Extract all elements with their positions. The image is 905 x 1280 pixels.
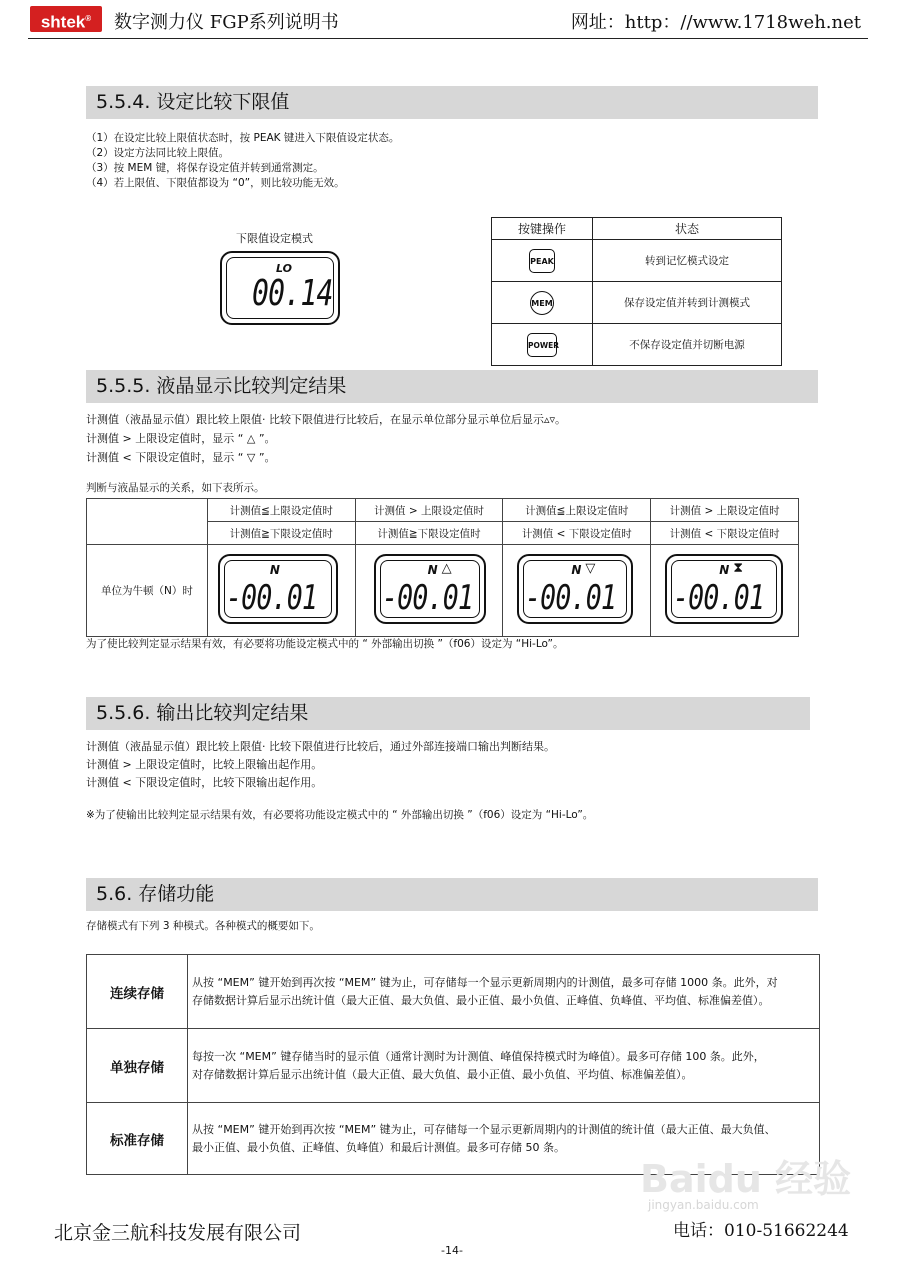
peak-key-icon[interactable]: PEAK (529, 249, 555, 273)
lcd-value: -00.01 (381, 578, 473, 618)
lcd-display-over-upper (374, 554, 486, 624)
col-1-line-1: 计测值≦上限设定值时 (207, 499, 355, 522)
lcd-unit: N (719, 563, 730, 577)
header-divider (28, 38, 868, 39)
brand-logo: shtek® (30, 6, 102, 32)
lcd-unit: N (427, 563, 438, 577)
lcd-display-lower-limit (220, 251, 340, 325)
lcd-value: -00.01 (525, 578, 617, 618)
lcd-unit: N (571, 563, 582, 577)
lcd-display-under-lower (517, 554, 633, 624)
corner-cell (87, 499, 208, 545)
col-3-line-2: 计测值 < 下限设定值时 (503, 522, 651, 545)
lcd-value: -00.01 (225, 578, 317, 618)
mode-name: 连续存储 (87, 955, 188, 1029)
baidu-watermark-url: jingyan.baidu.com (648, 1198, 759, 1212)
s554-line-3: （3）按 MEM 键，将保存设定值并转到通常测定。 (86, 162, 324, 174)
mode-description: 每按一次 “MEM” 键存储当时的显示值（通常计测时为计测值、峰值保持模式时为峰值）。最多可存储 100 条。此外， 对存储数据计算后显示出统计值（最大正值、最大负值、最小正值、最小负值、平均值、标准偏差值）。 (188, 1029, 820, 1103)
col-2-line-1: 计测值 > 上限设定值时 (355, 499, 503, 522)
s555-line-2: 计测值 > 上限设定值时，显示 “ △ ”。 (86, 432, 276, 445)
s554-line-4: （4）若上限值、下限值都设为 “0”，则比较功能无效。 (86, 177, 345, 189)
mode-description: 从按 “MEM” 键开始到再次按 “MEM” 键为止，可存储每一个显示更新周期内的计测值，最多可存储 1000 条。此外，对 存储数据计算后显示出统计值（最大正值、最大负值、最小正值、最小负值、正峰值、负峰值、平均值、标准偏差值）。 (188, 955, 820, 1029)
lcd-value: 00.14 (252, 273, 333, 314)
storage-mode-table (86, 954, 820, 1175)
state-cell: 不保存设定值并切断电源 (593, 324, 782, 366)
table-row (87, 955, 820, 1029)
s56-intro: 存储模式有下列 3 种模式。各种模式的概要如下。 (86, 920, 320, 932)
table-row (492, 324, 782, 366)
key-operation-table (491, 217, 782, 366)
col-key-header: 按键操作 (492, 218, 593, 240)
s556-note: ※为了使输出比较判定显示结果有效，有必要将功能设定模式中的 “ 外部输出切换 ”（f06）设定为 “Hi-Lo”。 (86, 809, 594, 821)
document-title: 数字测力仪 FGP系列说明书 (114, 12, 339, 33)
power-key-icon[interactable]: POWER (527, 333, 557, 357)
s554-line-2: （2）设定方法同比较上限值。 (86, 147, 230, 159)
lcd-display-both (665, 554, 783, 624)
baidu-watermark: Baidu 经验 (640, 1157, 852, 1201)
row-label: 单位为牛顿（N）时 (87, 545, 208, 637)
comparison-table (86, 498, 799, 637)
table-row (492, 240, 782, 282)
section-heading-5-5-6: 5.5.6. 输出比较判定结果 (86, 697, 810, 730)
lcd-cell (207, 545, 355, 637)
col-3-line-1: 计测值≦上限设定值时 (503, 499, 651, 522)
s555-note: 为了使比较判定显示结果有效，有必要将功能设定模式中的 “ 外部输出切换 ”（f06）设定为 “Hi-Lo”。 (86, 638, 564, 650)
lower-triangle-icon: ▽ (585, 561, 596, 576)
state-cell: 转到记忆模式设定 (593, 240, 782, 282)
lcd-mode-label: LO (276, 262, 292, 275)
page-number: -14- (441, 1244, 463, 1257)
col-2-line-2: 计测值≧下限设定值时 (355, 522, 503, 545)
s556-line-1: 计测值（液晶显示值）跟比较上限值· 比较下限值进行比较后，通过外部连接端口输出判断结果。 (86, 740, 555, 753)
state-cell: 保存设定值并转到计测模式 (593, 282, 782, 324)
table-intro: 判断与液晶显示的关系，如下表所示。 (86, 482, 265, 494)
phone-number: 电话：010-51662244 (673, 1221, 849, 1241)
lcd-unit: N (269, 563, 280, 577)
website-url[interactable]: 网址：http：//www.1718weh.net (570, 12, 861, 33)
s556-line-3: 计测值 < 下限设定值时，比较下限输出起作用。 (86, 776, 323, 789)
mode-name: 标准存储 (87, 1103, 188, 1175)
mode-name: 单独存储 (87, 1029, 188, 1103)
table-row (87, 1029, 820, 1103)
section-heading-5-5-4: 5.5.4. 设定比较下限值 (86, 86, 818, 119)
col-state-header: 状态 (593, 218, 782, 240)
s556-line-2: 计测值 > 上限设定值时，比较上限输出起作用。 (86, 758, 323, 771)
mode-description: 从按 “MEM” 键开始到再次按 “MEM” 键为止，可存储每一个显示更新周期内的计测值的统计值（最大正值、最大负值、 最小正值、最小负值、正峰值、负峰值）和最后计测值。最多可存储 50 条。 (188, 1103, 820, 1175)
s555-line-3: 计测值 < 下限设定值时，显示 “ ▽ ”。 (86, 451, 276, 464)
lcd-cell (651, 545, 799, 637)
lcd-cell (503, 545, 651, 637)
lcd-cell (355, 545, 503, 637)
lcd-caption: 下限值设定模式 (236, 232, 313, 245)
company-name: 北京金三航科技发展有限公司 (54, 1222, 302, 1244)
hourglass-icon: ⧗ (733, 560, 744, 576)
s554-line-1: （1）在设定比较上限值状态时，按 PEAK 键进入下限值设定状态。 (86, 132, 400, 144)
section-heading-5-5-5: 5.5.5. 液晶显示比较判定结果 (86, 370, 818, 403)
mem-key-icon[interactable]: MEM (530, 291, 554, 315)
lcd-display-ok (218, 554, 338, 624)
col-1-line-2: 计测值≧下限设定值时 (207, 522, 355, 545)
s555-line-1: 计测值（液晶显示值）跟比较上限值· 比较下限值进行比较后，在显示单位部分显示单位后显示▵▿。 (86, 413, 567, 426)
lcd-value: -00.01 (673, 578, 765, 618)
col-4-line-2: 计测值 < 下限设定值时 (651, 522, 799, 545)
section-heading-5-6: 5.6. 存储功能 (86, 878, 818, 911)
upper-triangle-icon: △ (441, 561, 452, 576)
col-4-line-1: 计测值 > 上限设定值时 (651, 499, 799, 522)
table-row (492, 282, 782, 324)
